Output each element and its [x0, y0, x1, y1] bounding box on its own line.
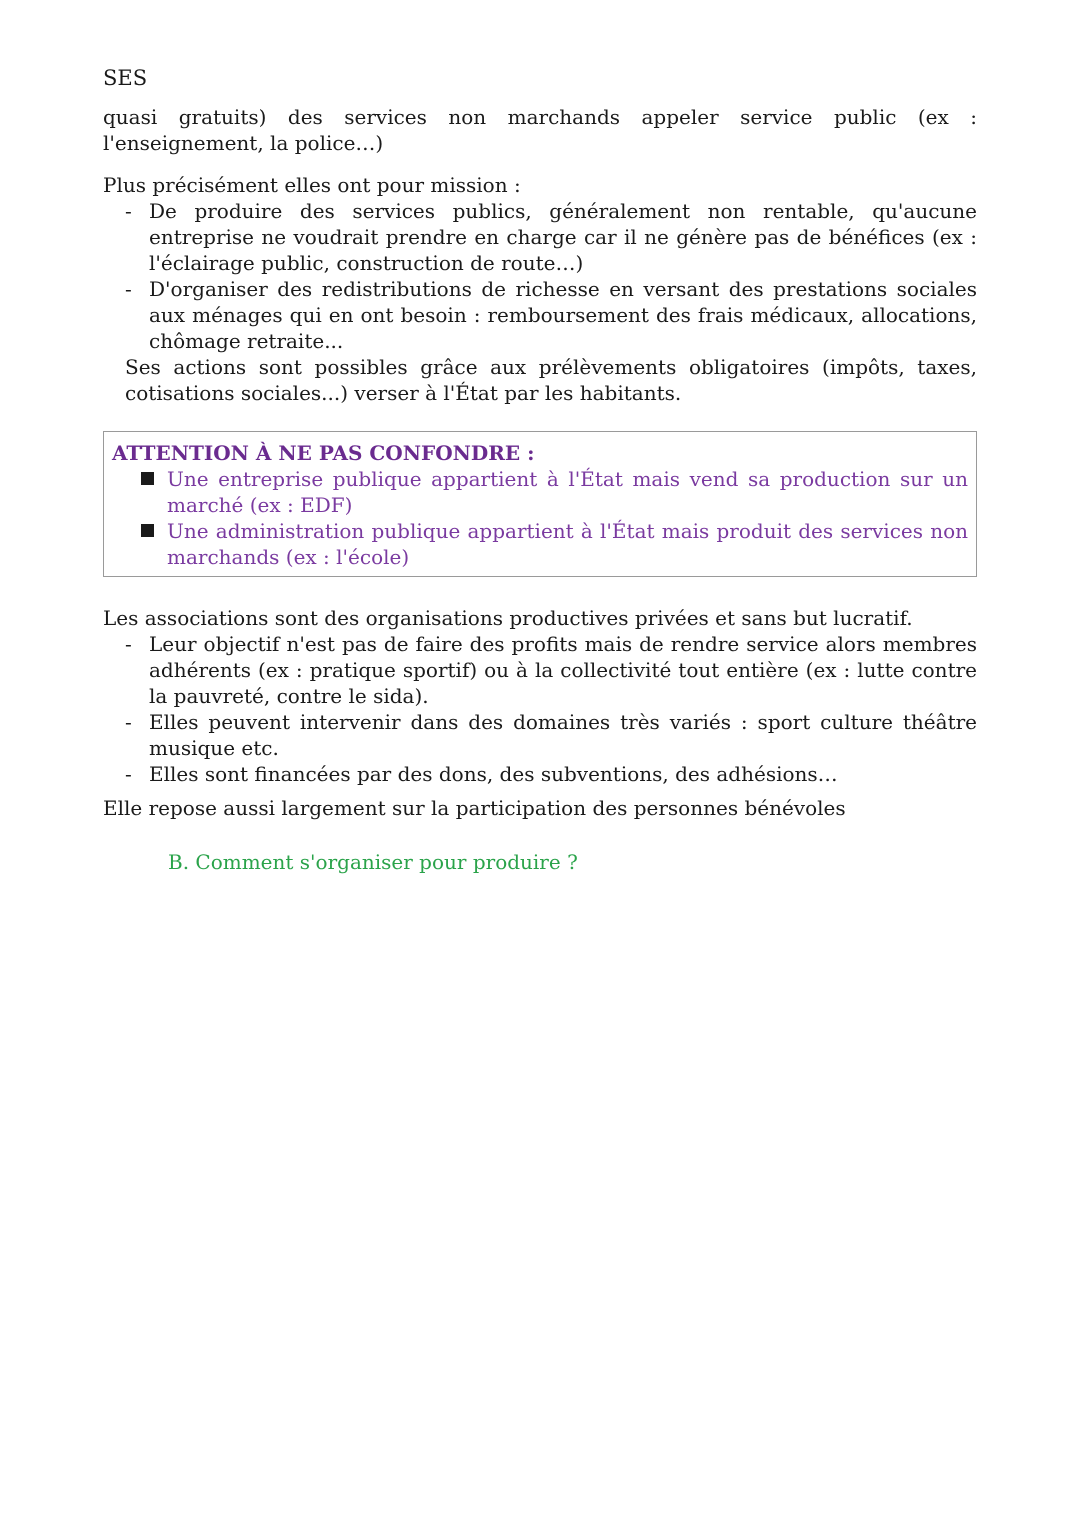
document-page: [103, 64, 977, 875]
associations-list: [103, 631, 977, 787]
list-item: - D'organiser des redistributions de richesse en versant des prestations sociales aux ménages qui en ont besoin : remboursement des frais médicaux, allocations, chômage retraite...: [149, 276, 977, 354]
associations-conclusion: Elle repose aussi largement sur la participation des personnes bénévoles: [103, 796, 846, 820]
associations-lead: Les associations sont des organisations productives privées et sans but lucratif.: [103, 606, 913, 630]
intro-continuation: quasi gratuits) des services non marchands appeler service public (ex : l'enseignement, la police…): [103, 105, 977, 155]
mission-conclusion: Ses actions sont possibles grâce aux prélèvements obligatoires (impôts, taxes, cotisations sociales...) verser à l'État par les habitants.: [125, 355, 977, 405]
attention-list: [112, 466, 968, 570]
attention-box: [103, 431, 977, 577]
list-item: - Leur objectif n'est pas de faire des profits mais de rendre service alors membres adhérents (ex : pratique sportif) ou à la collectivité tout entière (ex : lutte contre la pauvreté, contre le sida).: [149, 631, 977, 709]
section-b-heading: B. Comment s'organiser pour produire ?: [168, 850, 578, 874]
list-item: Une entreprise publique appartient à l'État mais vend sa production sur un marché (ex : EDF): [167, 467, 968, 517]
attention-title: ATTENTION À NE PAS CONFONDRE :: [112, 441, 535, 465]
list-item: Une administration publique appartient à l'État mais produit des services non marchands (ex : l'école): [167, 519, 968, 569]
list-item: - Elles peuvent intervenir dans des domaines très variés : sport culture théâtre musique etc.: [149, 709, 977, 761]
mission-lead: Plus précisément elles ont pour mission :: [103, 173, 521, 197]
list-item: - Elles sont financées par des dons, des subventions, des adhésions…: [149, 761, 977, 787]
list-item: - De produire des services publics, généralement non rentable, qu'aucune entreprise ne voudrait prendre en charge car il ne génère pas de bénéfices (ex : l'éclairage public, construction de route…): [149, 198, 977, 276]
mission-list: [103, 198, 977, 354]
subject-header: SES: [103, 66, 148, 90]
